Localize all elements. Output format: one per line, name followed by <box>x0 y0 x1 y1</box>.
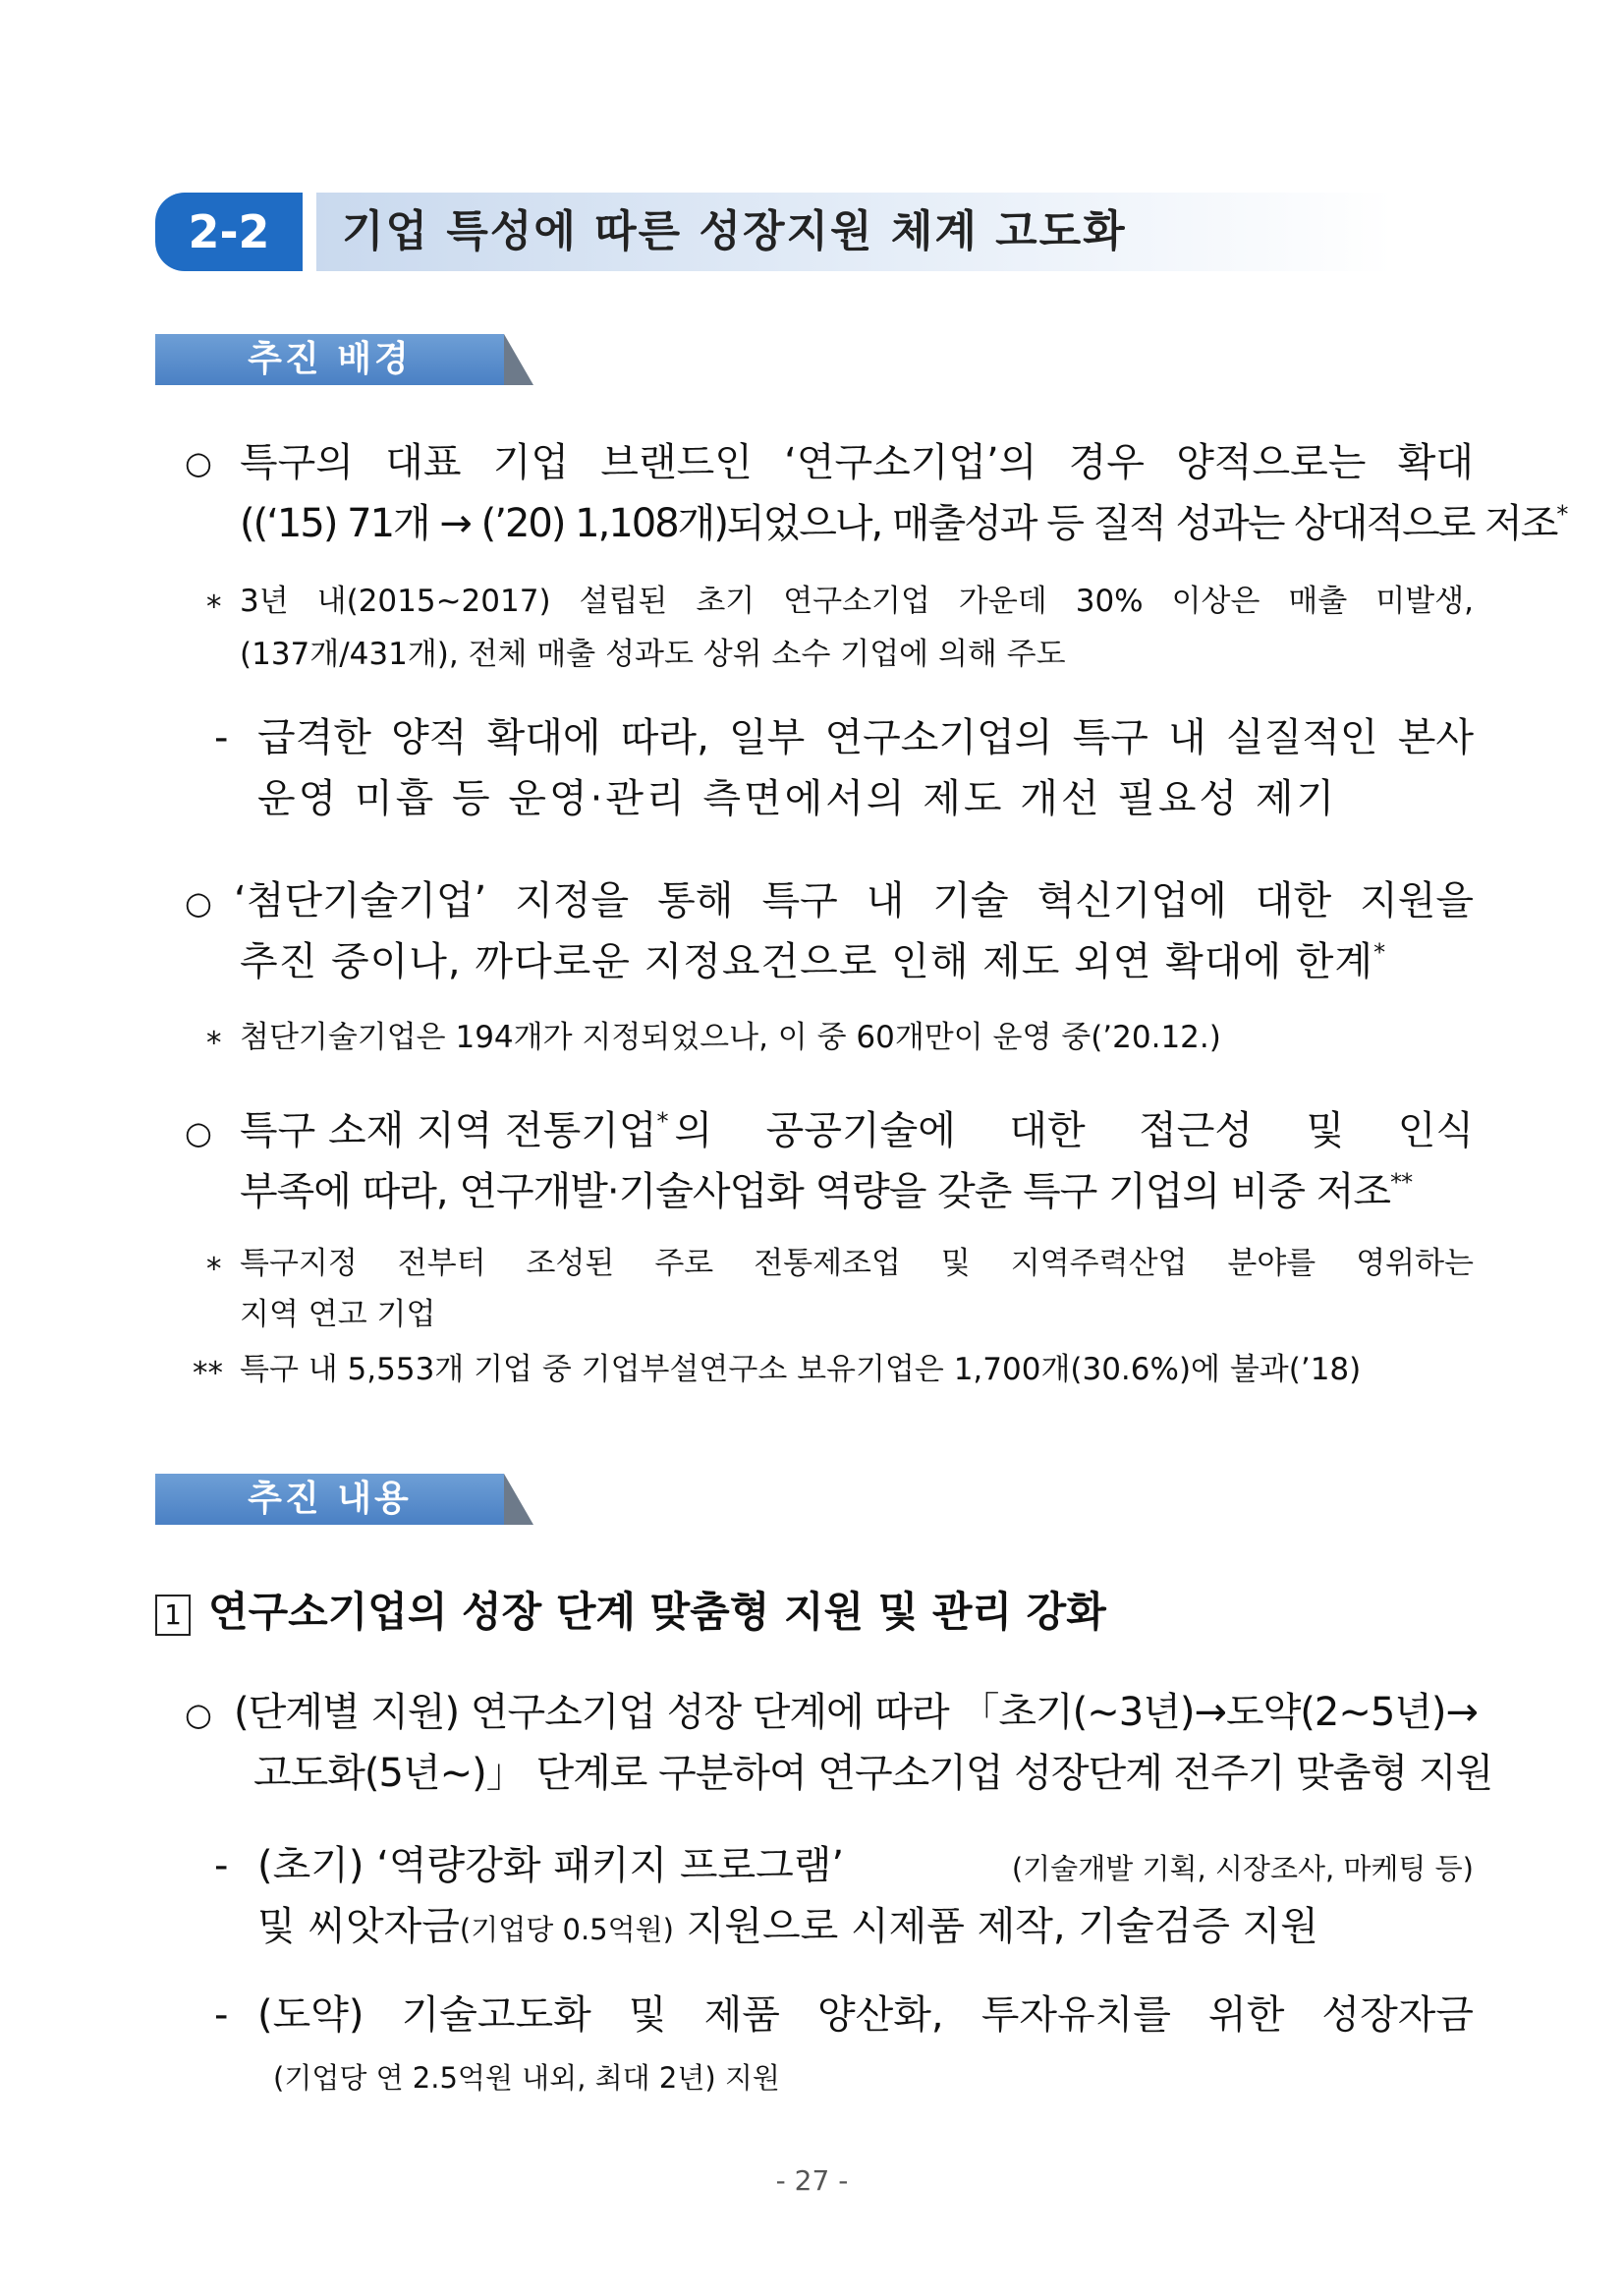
ct-d1-line2 <box>257 1902 1318 1954</box>
footnote-mark: * <box>1556 500 1567 529</box>
section-separator <box>303 193 316 271</box>
bg-p1-note-line1: 3년 내(2015~2017) 설립된 초기 연구소기업 가운데 30% 이상은 매출 미발생, <box>240 584 1474 619</box>
tag-corner-triangle <box>504 334 533 385</box>
circle-bullet: ○ <box>185 444 212 481</box>
bg-p1-line2 <box>240 499 1566 548</box>
bg-p3-note2: 특구 내 5,553개 기업 중 기업부설연구소 보유기업은 1,700개(30.6%)에 불과(’18) <box>240 1352 1362 1387</box>
circle-bullet: ○ <box>185 1696 212 1733</box>
bg-d1-line2: 운영 미흡 등 운영·관리 측면에서의 제도 개선 필요성 제기 <box>257 776 1338 821</box>
subheading-number-box: 1 <box>155 1595 191 1636</box>
dash-bullet: - <box>214 1992 229 2038</box>
double-asterisk-mark: ** <box>193 1356 223 1391</box>
ct-d1-line1 <box>257 1841 1474 1893</box>
bg-p2-note-line1: 첨단기술기업은 194개가 지정되었으나, 이 중 60개만이 운영 중(’20.12.) <box>240 1020 1221 1055</box>
bg-p1-note-line2: (137개/431개), 전체 매출 성과도 상위 소수 기업에 의해 주도 <box>240 637 1066 672</box>
ct-d2-line1: (도약) 기술고도화 및 제품 양산화, 투자유치를 위한 성장자금 <box>257 1992 1474 2038</box>
bg-p3-line1 <box>240 1106 1474 1155</box>
bg-p2-line1: ‘첨단기술기업’ 지정을 통해 특구 내 기술 혁신기업에 대한 지원을 <box>234 878 1474 924</box>
bg-p3-line2 <box>240 1167 1412 1216</box>
footnote-mark: * <box>656 1107 669 1136</box>
asterisk-mark: * <box>206 589 222 625</box>
asterisk-mark: * <box>206 1252 222 1287</box>
circle-bullet: ○ <box>185 1114 212 1151</box>
tag-content-label: 추진 내용 <box>155 1474 504 1525</box>
asterisk-mark: * <box>206 1026 222 1061</box>
footnote-mark: * <box>1373 938 1387 967</box>
bg-p3-note1-line2: 지역 연고 기업 <box>240 1297 436 1332</box>
section-number: 2-2 <box>155 193 303 271</box>
subheading-text: 연구소기업의 성장 단계 맞춤형 지원 및 관리 강화 <box>208 1588 1106 1636</box>
circle-bullet: ○ <box>185 884 212 922</box>
tag-background-label: 추진 배경 <box>155 334 504 385</box>
bg-p3-line2-text: 부족에 따라, 연구개발·기술사업화 역량을 갖춘 특구 기업의 비중 저조 <box>240 1169 1391 1214</box>
ct-p1-line2: 고도화(5년~)」 단계로 구분하여 연구소기업 성장단계 전주기 맞춤형 지원 <box>253 1751 1493 1796</box>
ct-d1-line2-c: 지원으로 시제품 제작, 기술검증 지원 <box>673 1904 1318 1949</box>
dash-bullet: - <box>214 1843 229 1888</box>
ct-d1-line2-a: 및 씨앗자금 <box>257 1904 460 1949</box>
section-title: 기업 특성에 따른 성장지원 체계 고도화 <box>342 206 1127 256</box>
bg-p1-line1: 특구의 대표 기업 브랜드인 ‘연구소기업’의 경우 양적으로는 확대 <box>240 440 1474 485</box>
bg-p1-line2-text: ((‘15) 71개 → (’20) 1,108개)되었으나, 매출성과 등 질적 성과는 상대적으로 저조 <box>240 501 1557 546</box>
footnote-mark: ** <box>1390 1168 1413 1197</box>
ct-d1-line1-a: (초기) ‘역량강화 패키지 프로그램’ <box>257 1843 845 1888</box>
bg-p3-line1-text: 특구 소재 지역 전통기업 <box>240 1108 657 1153</box>
bg-p2-line2-text: 추진 중이나, 까다로운 지정요건으로 인해 제도 외연 확대에 한계 <box>240 939 1374 984</box>
ct-d2-line2: (기업당 연 2.5억원 내외, 최대 2년) 지원 <box>273 2061 780 2095</box>
section-header <box>155 193 1393 271</box>
ct-d1-line1-b: (기술개발 기획, 시장조사, 마케팅 등) <box>1011 1852 1474 1885</box>
bg-d1-line1: 급격한 양적 확대에 따라, 일부 연구소기업의 특구 내 실질적인 본사 <box>257 715 1474 760</box>
subheading <box>155 1580 1106 1639</box>
dash-bullet: - <box>214 715 229 760</box>
page-number: - 27 - <box>775 2164 849 2197</box>
bg-p3-line1-b: 의 공공기술에 대한 접근성 및 인식 <box>674 1108 1474 1153</box>
tag-corner-triangle <box>504 1474 533 1525</box>
ct-d1-line2-b: (기업당 0.5억원) <box>459 1913 674 1946</box>
bg-p2-line2 <box>240 937 1386 986</box>
bg-p3-note1-line1: 특구지정 전부터 조성된 주로 전통제조업 및 지역주력산업 분야를 영위하는 <box>240 1246 1474 1281</box>
ct-p1-line1: (단계별 지원) 연구소기업 성장 단계에 따라 「초기(~3년)→도약(2~5년)→ <box>234 1690 1479 1735</box>
bg-p3-line1-a <box>240 1106 669 1155</box>
